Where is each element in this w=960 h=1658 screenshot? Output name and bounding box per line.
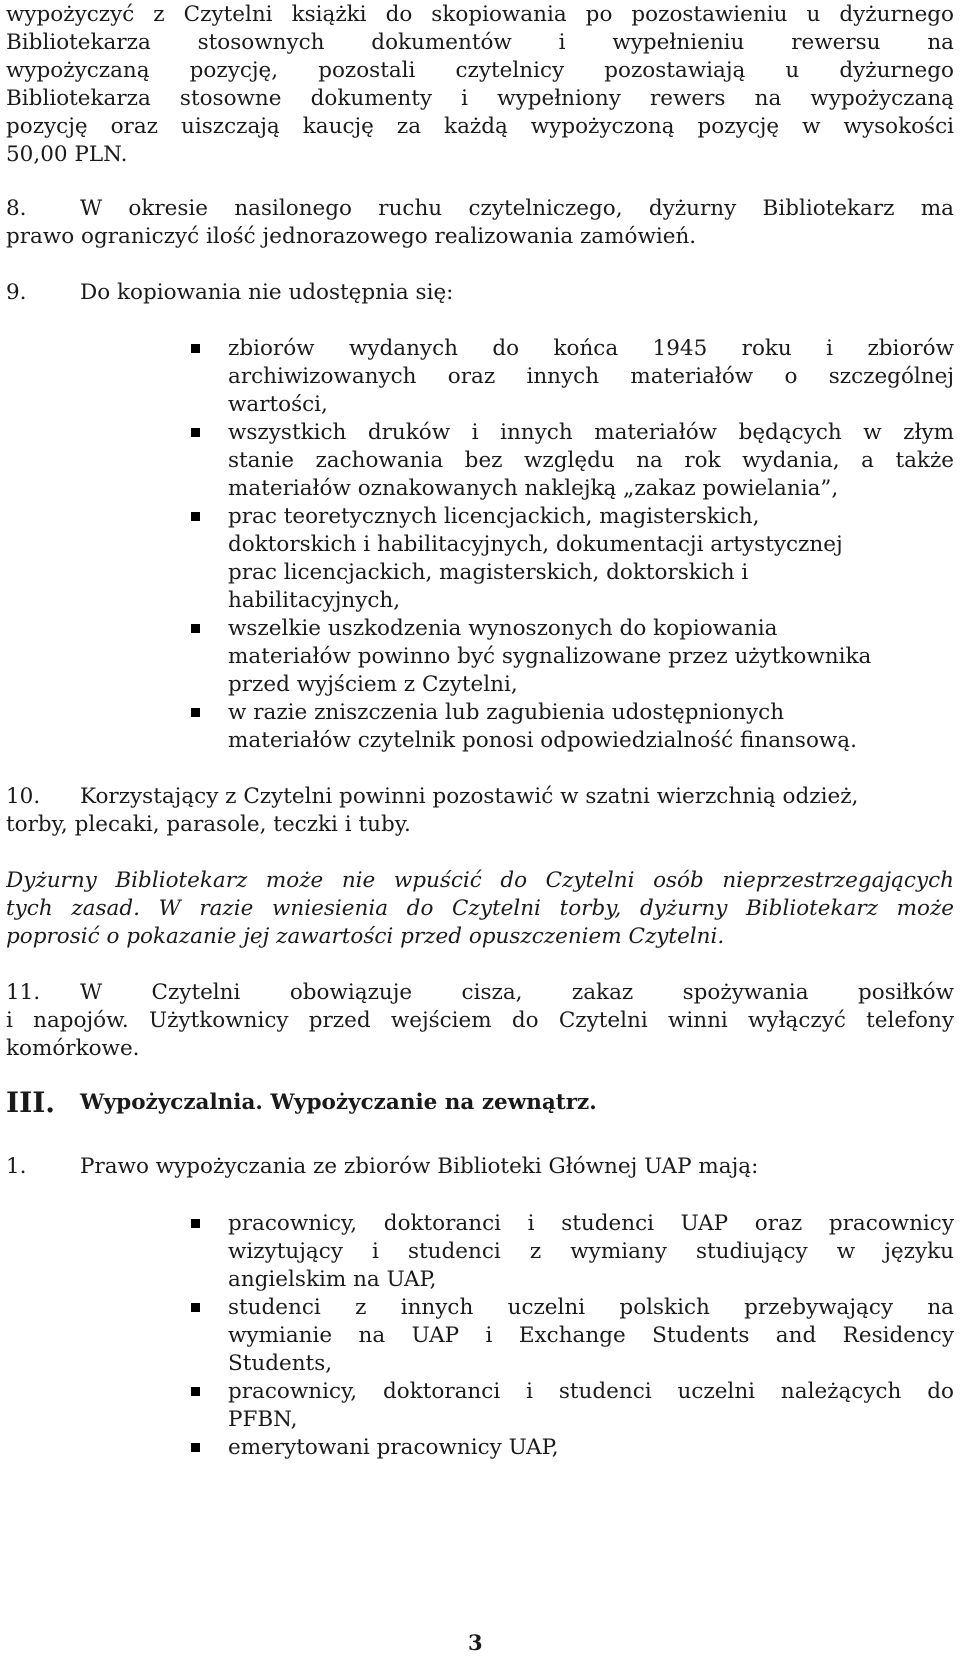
list-item-line: pracownicy, doktoranci i studenci UAP oraz pracownicy <box>228 1211 954 1236</box>
list-item-line: zbiorów wydanych do końca 1945 roku i zbiorów <box>228 336 954 361</box>
document-page <box>6 0 954 1658</box>
bullet-icon <box>191 1443 200 1452</box>
section-number: III. <box>6 1086 56 1119</box>
item-11 <box>6 978 954 1008</box>
list-item-line: wszelkie uszkodzenia wynoszonych do kopiowania <box>228 616 778 641</box>
paragraph-line: Bibliotekarza stosowne dokumenty i wypełniony rewers na wypożyczaną <box>6 86 954 111</box>
list-item-line: materiałów czytelnik ponosi odpowiedzialność finansową. <box>228 728 857 753</box>
list-item-line: pracownicy, doktoranci i studenci uczelni należących do <box>228 1379 954 1404</box>
item-8-line: prawo ograniczyć ilość jednorazowego realizowania zamówień. <box>6 224 697 249</box>
paragraph-line: pozycję oraz uiszczają kaucję za każdą wypożyczoną pozycję w wysokości <box>6 114 954 139</box>
list-item-line: archiwizowanych oraz innych materiałów o szczególnej <box>228 364 954 389</box>
item-text: Korzystający z Czytelni powinni pozostawić w szatni wierzchnią odzież, <box>80 784 859 809</box>
list-item-line: Students, <box>228 1351 333 1376</box>
item-8 <box>6 194 954 224</box>
item-text: W okresie nasilonego ruchu czytelniczego, dyżurny Bibliotekarz ma <box>80 196 954 221</box>
item-number: 1. <box>6 1154 27 1179</box>
list-item-line: stanie zachowania bez względu na rok wydania, a także <box>228 448 954 473</box>
list-item-line: angielskim na UAP, <box>228 1267 437 1292</box>
list-item-line: prac licencjackich, magisterskich, doktorskich i <box>228 560 749 585</box>
list-item-line: w razie zniszczenia lub zagubienia udostępnionych <box>228 700 785 725</box>
item-10 <box>6 782 954 812</box>
item-text: Do kopiowania nie udostępnia się: <box>80 280 454 305</box>
bullet-icon <box>191 344 200 353</box>
list-item-line: przed wyjściem z Czytelni, <box>228 672 518 697</box>
list-item-line: wartości, <box>228 392 328 417</box>
item-text: Prawo wypożyczania ze zbiorów Biblioteki Głównej UAP mają: <box>80 1154 759 1179</box>
item-number: 11. <box>6 980 41 1005</box>
item-9 <box>6 278 954 308</box>
bullet-icon <box>191 708 200 717</box>
item-number: 9. <box>6 280 27 305</box>
list-item-line: PFBN, <box>228 1407 298 1432</box>
list-item-line: wizytujący i studenci z wymiany studiujący w języku <box>228 1239 954 1264</box>
bullet-icon <box>191 624 200 633</box>
bullet-icon <box>191 512 200 521</box>
bullet-icon <box>191 1219 200 1228</box>
bullet-icon <box>191 428 200 437</box>
note-line: tych zasad. W razie wniesienia do Czytelni torby, dyżurny Bibliotekarz może <box>6 896 954 921</box>
list-item-line: studenci z innych uczelni polskich przebywający na <box>228 1295 954 1320</box>
list-item-line: habilitacyjnych, <box>228 588 401 613</box>
section-title: Wypożyczalnia. Wypożyczanie na zewnątrz. <box>80 1090 597 1115</box>
paragraph-line: Bibliotekarza stosownych dokumentów i wypełnieniu rewersu na <box>6 30 954 55</box>
list-item-line: materiałów powinno być sygnalizowane przez użytkownika <box>228 644 872 669</box>
list-item-line: materiałów oznakowanych naklejką „zakaz powielania”, <box>228 476 839 501</box>
item-11-line: komórkowe. <box>6 1036 140 1061</box>
item-11-line: i napojów. Użytkownicy przed wejściem do Czytelni winni wyłączyć telefony <box>6 1008 954 1033</box>
list-item-line: wymianie na UAP i Exchange Students and Residency <box>228 1323 954 1348</box>
page-number: 3 <box>468 1630 483 1655</box>
note-line: poprosić o pokazanie jej zawartości przed opuszczeniem Czytelni. <box>6 924 725 949</box>
item-number: 8. <box>6 196 27 221</box>
item-III-1 <box>6 1152 954 1182</box>
paragraph-line: wypożyczyć z Czytelni książki do skopiowania po pozostawieniu u dyżurnego <box>6 2 954 27</box>
item-text: W Czytelni obowiązuje cisza, zakaz spożywania posiłków <box>80 980 954 1005</box>
list-item-line: prac teoretycznych licencjackich, magisterskich, <box>228 504 760 529</box>
list-item-line: emerytowani pracownicy UAP, <box>228 1435 559 1460</box>
bullet-icon <box>191 1387 200 1396</box>
note-line: Dyżurny Bibliotekarz może nie wpuścić do Czytelni osób nieprzestrzegających <box>6 868 954 893</box>
list-item-line: doktorskich i habilitacyjnych, dokumentacji artystycznej <box>228 532 843 557</box>
bullet-icon <box>191 1303 200 1312</box>
section-heading <box>6 1086 954 1126</box>
paragraph-line: 50,00 PLN. <box>6 142 128 167</box>
item-number: 10. <box>6 784 41 809</box>
list-item-line: wszystkich druków i innych materiałów będących w złym <box>228 420 954 445</box>
paragraph-line: wypożyczaną pozycję, pozostali czytelnicy pozostawiają u dyżurnego <box>6 58 954 83</box>
item-10-line: torby, plecaki, parasole, teczki i tuby. <box>6 812 411 837</box>
